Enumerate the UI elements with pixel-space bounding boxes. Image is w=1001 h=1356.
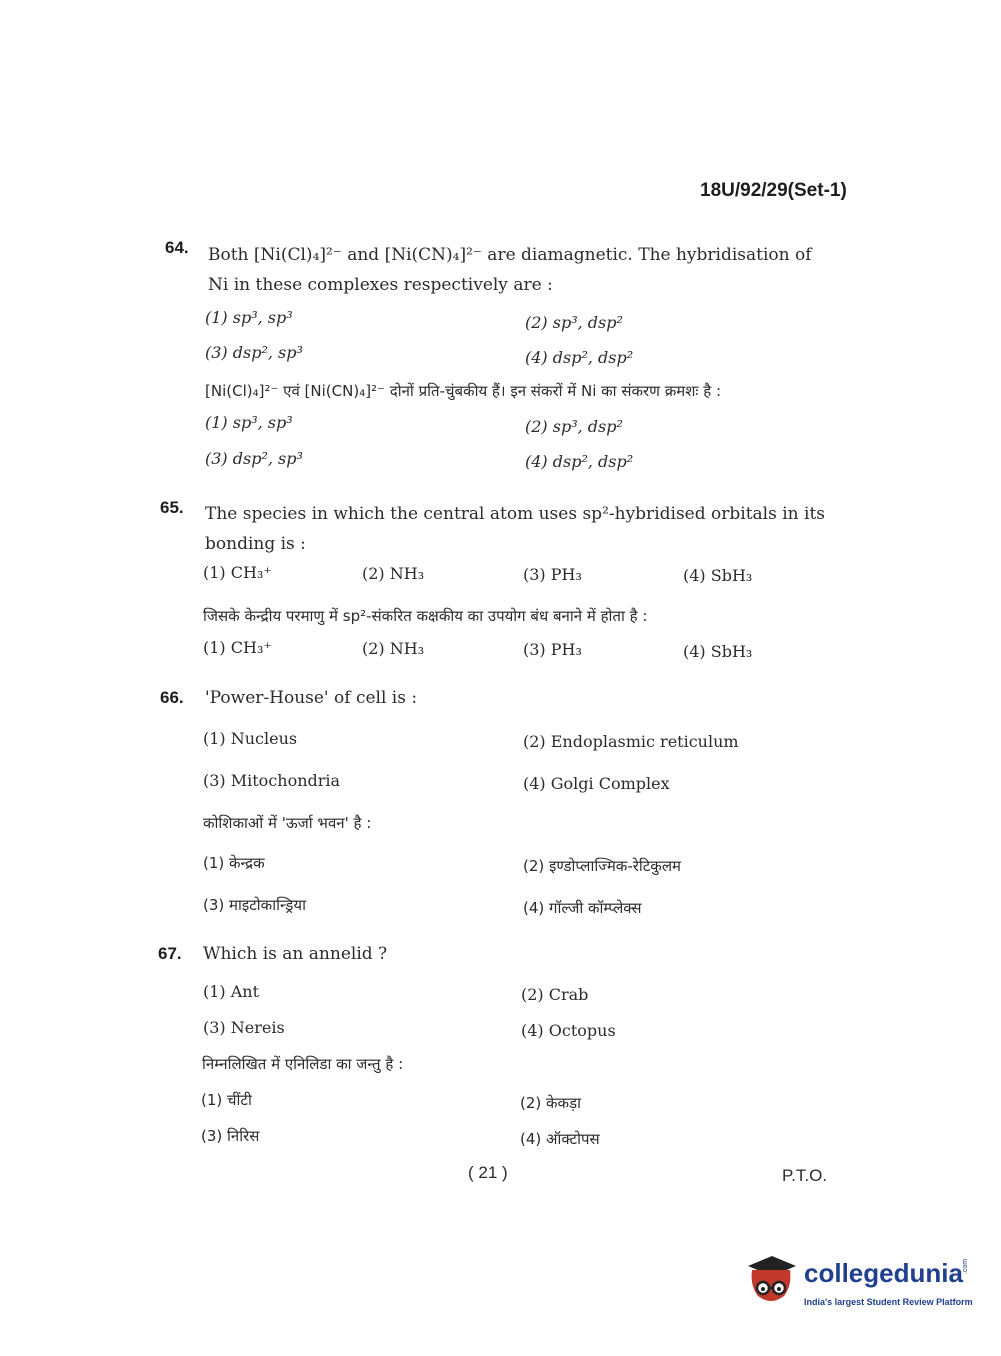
question-65-hindi-option-4: (4) SbH₃	[683, 642, 753, 661]
question-64-hindi-option-4: (4) dsp², dsp²	[525, 452, 634, 471]
question-65-text: The species in which the central atom uses sp²-hybridised orbitals in its bonding is :	[205, 504, 826, 554]
question-67-hindi-option-3: (3) निरिस	[201, 1127, 260, 1145]
question-65-number: 65.	[160, 498, 184, 517]
question-64-option-1: (1) sp³, sp³	[205, 308, 293, 327]
question-67-hindi-option-1: (1) चींटी	[201, 1091, 252, 1109]
question-65-option-3: (3) PH₃	[523, 565, 582, 584]
question-65-hindi-option-3: (3) PH₃	[523, 640, 582, 659]
question-65-option-4: (4) SbH₃	[683, 566, 753, 585]
question-66-number: 66.	[160, 688, 184, 707]
question-66-option-2: (2) Endoplasmic reticulum	[523, 732, 739, 751]
paper-code: 18U/92/29(Set-1)	[700, 180, 847, 201]
question-64-hindi-option-1: (1) sp³, sp³	[205, 413, 293, 432]
question-64-text: Both [Ni(Cl)₄]²⁻ and [Ni(CN)₄]²⁻ are diamagnetic. The hybridisation of Ni in these complexes respectively are :	[208, 245, 812, 295]
question-65-hindi-text: जिसके केन्द्रीय परमाणु में sp²-संकरित कक्षकीय का उपयोग बंध बनाने में होता है :	[203, 607, 648, 625]
question-65-hindi-option-1: (1) CH₃⁺	[203, 638, 272, 657]
page-number: ( 21 )	[468, 1163, 508, 1182]
brand-name: collegedunia	[804, 1258, 963, 1288]
question-66-option-4: (4) Golgi Complex	[523, 774, 670, 793]
question-67-hindi-text: निम्नलिखित में एनिलिडा का जन्तु है :	[202, 1055, 404, 1073]
question-64-option-4: (4) dsp², dsp²	[525, 348, 634, 367]
question-66-hindi-option-2: (2) इण्डोप्लाज्मिक-रेटिकुलम	[523, 857, 681, 875]
question-65-hindi-option-2: (2) NH₃	[362, 639, 425, 658]
question-65-option-1: (1) CH₃⁺	[203, 563, 272, 582]
question-66-hindi-text: कोशिकाओं में 'ऊर्जा भवन' है :	[203, 814, 372, 832]
question-67-hindi-option-2: (2) केकड़ा	[520, 1094, 581, 1112]
question-64-hindi-option-3: (3) dsp², sp³	[205, 449, 303, 468]
question-64-option-3: (3) dsp², sp³	[205, 343, 303, 362]
question-65-option-2: (2) NH₃	[362, 564, 425, 583]
question-64-option-2: (2) sp³, dsp²	[525, 313, 623, 332]
mascot-icon	[742, 1252, 800, 1310]
brand-suffix: .com	[962, 1258, 970, 1275]
question-64-hindi-text: [Ni(Cl)₄]²⁻ एवं [Ni(CN)₄]²⁻ दोनों प्रति-चुंबकीय हैं। इन संकरों में Ni का संकरण क्रमशः है :	[205, 382, 722, 400]
question-64-number: 64.	[165, 238, 189, 257]
question-67-option-2: (2) Crab	[521, 985, 589, 1004]
question-66-hindi-option-3: (3) माइटोकान्ड्रिया	[203, 896, 306, 914]
pto-label: P.T.O.	[782, 1166, 828, 1185]
question-66-text: 'Power-House' of cell is :	[205, 688, 418, 708]
brand-tagline: India's largest Student Review Platform	[804, 1297, 973, 1307]
question-66-option-3: (3) Mitochondria	[203, 771, 341, 790]
question-67-option-3: (3) Nereis	[203, 1018, 285, 1037]
question-66-option-1: (1) Nucleus	[203, 729, 298, 748]
question-67-hindi-option-4: (4) ऑक्टोपस	[520, 1130, 600, 1148]
question-67-option-1: (1) Ant	[203, 982, 260, 1001]
question-64-hindi-option-2: (2) sp³, dsp²	[525, 417, 623, 436]
question-66-hindi-option-4: (4) गॉल्जी कॉम्प्लेक्स	[523, 899, 642, 917]
question-67-text: Which is an annelid ?	[203, 944, 388, 964]
question-67-option-4: (4) Octopus	[521, 1021, 616, 1040]
question-66-hindi-option-1: (1) केन्द्रक	[203, 854, 265, 872]
question-67-number: 67.	[158, 944, 182, 963]
